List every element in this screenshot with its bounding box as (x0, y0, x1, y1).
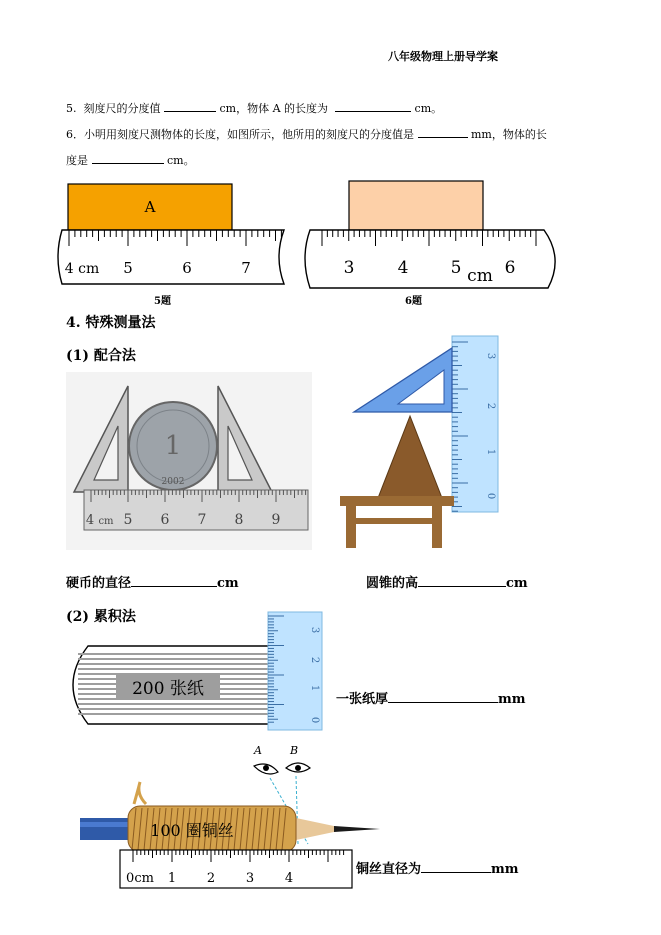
figure-5-caption: 5题 (154, 296, 171, 307)
vertical-ruler-label-0: 0 (485, 492, 496, 500)
paper-stack-figure (64, 610, 326, 732)
wire-ruler-body (120, 850, 352, 888)
table-crossbar (356, 518, 432, 524)
vertical-ruler-label-3: 3 (485, 352, 496, 360)
cone (378, 416, 442, 498)
wire-ruler-label-1: 1 (167, 871, 177, 886)
question-6-line-2 (66, 152, 195, 168)
pencil-lead (334, 826, 380, 832)
wire-ruler-label-3: 3 (245, 871, 255, 886)
coin-figure (66, 372, 312, 550)
eye-label-b: B (289, 744, 299, 757)
paper-answer-unit: mm (498, 692, 526, 707)
cone-answer-unit: cm (506, 576, 528, 591)
ruler-6-body (305, 230, 555, 288)
figure-6-caption: 6题 (405, 296, 422, 307)
coin-ruler-label-6: 6 (160, 512, 170, 528)
ruler-5-label-6: 6 (182, 259, 192, 277)
coin-ruler-label-8: 8 (234, 512, 244, 528)
wire-ruler-label-0cm: 0cm (126, 871, 154, 886)
ruler-6-unit: cm (467, 266, 493, 286)
vertical-ruler-body (452, 336, 498, 512)
q5-blank-division[interactable] (164, 100, 216, 112)
q6-blank-division[interactable] (418, 126, 468, 138)
q6-line2-a: 度是 (66, 154, 88, 167)
paper-answer (336, 688, 526, 707)
paper-stack-label: 200 张纸 (132, 679, 204, 699)
coin-ruler-label-5: 5 (123, 512, 133, 528)
coin-ruler-label-9: 9 (271, 512, 281, 528)
wire-ruler-label-4: 4 (284, 871, 294, 886)
copper-coil-label: 100 圈铜丝 (150, 821, 234, 840)
q6-line2-b: cm。 (167, 154, 195, 167)
cone-figure (340, 334, 500, 548)
coin-denomination: 1 (164, 431, 182, 461)
vertical-ruler-label-2: 2 (485, 402, 496, 410)
q5-number: 5. (66, 102, 77, 115)
q6-blank-length[interactable] (92, 152, 164, 164)
wire-answer (356, 858, 519, 877)
table-top (340, 496, 454, 506)
paper-answer-blank[interactable] (388, 689, 498, 703)
coin-ruler-label-cm: cm (98, 516, 114, 527)
ruler-6-label-5: 5 (450, 258, 462, 278)
wire-figure (76, 740, 382, 892)
method-2-title: (2) 累积法 (66, 609, 136, 625)
cone-answer-label: 圆锥的高 (366, 576, 419, 591)
ruler-6-label-3: 3 (343, 258, 355, 278)
ruler-6-label-4: 4 (397, 258, 409, 278)
q5-blank-length[interactable] (335, 100, 411, 112)
ruler-6-label-6: 6 (504, 258, 516, 278)
question-6-line-1 (66, 126, 547, 142)
wire-answer-blank[interactable] (421, 859, 491, 873)
paper-ruler-label-1: 1 (309, 684, 320, 692)
paper-ruler-label-2: 2 (309, 656, 320, 664)
coin-answer-blank[interactable] (131, 573, 217, 587)
ruler-5-label-7: 7 (241, 259, 251, 277)
wire-answer-unit: mm (491, 862, 519, 877)
table-leg-left (346, 506, 356, 548)
ruler-5-label-5: 5 (123, 259, 133, 277)
table-leg-right (432, 506, 442, 548)
wire-end (134, 782, 146, 804)
ruler-5-label-4cm: 4 cm (64, 261, 100, 277)
coin-ruler-label-7: 7 (197, 512, 207, 528)
eye-label-a: A (254, 744, 262, 757)
q6-line1-b: mm，物体的长 (471, 128, 547, 141)
coin-year: 2002 (161, 477, 185, 487)
coin-answer-unit: cm (217, 576, 239, 591)
page-header: 八年级物理上册导学案 (388, 50, 498, 63)
coin-answer-label: 硬币的直径 (66, 576, 132, 591)
q5-unit-b: cm。 (414, 102, 443, 115)
cone-answer-blank[interactable] (418, 573, 506, 587)
block-6 (349, 181, 483, 230)
cone-answer (366, 572, 528, 591)
section-4-title: 4. 特殊测量法 (66, 315, 156, 331)
paper-answer-label: 一张纸厚 (336, 692, 389, 707)
figure-6-ruler (302, 178, 564, 292)
paper-ruler-label-3: 3 (309, 626, 320, 634)
wire-ruler-label-2: 2 (206, 871, 216, 886)
paper-ruler-label-0: 0 (309, 716, 320, 724)
figure-5-ruler (52, 180, 292, 290)
q5-unit-a: cm，物体 A 的长度为 (219, 102, 329, 115)
vertical-ruler-label-1: 1 (485, 448, 496, 456)
coin-answer (66, 572, 239, 591)
question-5 (66, 100, 442, 116)
method-1-title: (1) 配合法 (66, 348, 136, 364)
eye-icon (254, 764, 278, 774)
q6-line1-a: 6．小明用刻度尺测物体的长度，如图所示，他所用的刻度尺的分度值是 (66, 128, 414, 141)
wire-answer-label: 铜丝直径为 (356, 862, 422, 877)
coin-ruler-label-4: 4 (85, 513, 95, 528)
eye-icon (286, 763, 310, 772)
block-a-label: A (144, 198, 156, 216)
q5-text-a: 刻度尺的分度值 (83, 102, 161, 115)
